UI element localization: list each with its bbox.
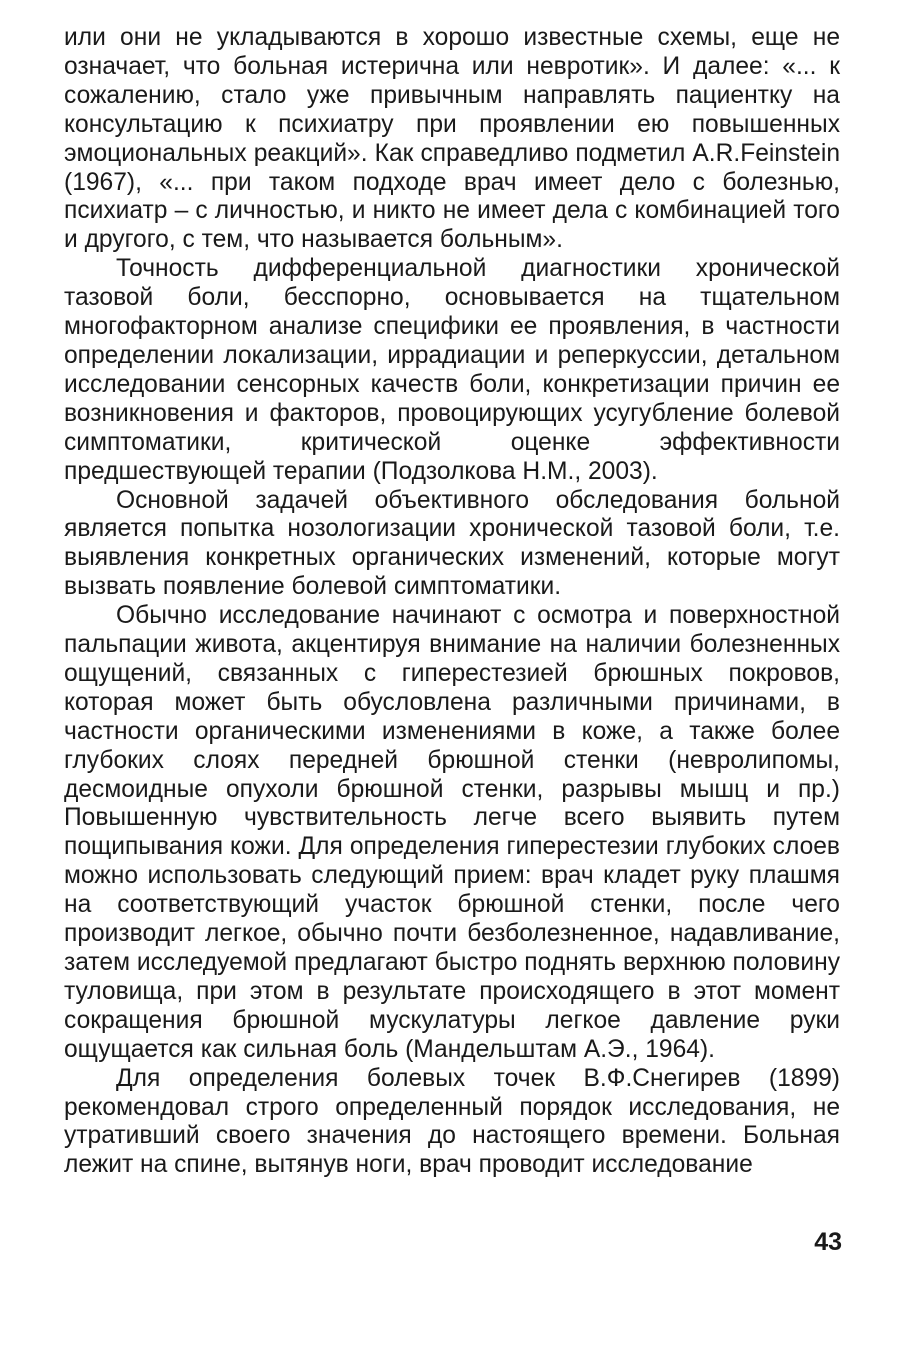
paragraph-5: Для определения болевых точек В.Ф.Снегирев (1899) рекомендовал строго определенный порядок исследования, не утративший своего значения до настоящего времени. Больная лежит на спине, вытянув ноги, врач проводит исследование [64,1064,840,1179]
paragraph-2: Точность дифференциальной диагностики хронической тазовой боли, бесспорно, основывается на тщательном многофакторном анализе специфики ее проявления, в частности определении локализации, иррадиации и реперкуссии, детальном исследовании сенсорных качеств боли, конкретизации причин ее возникновения и факторов, провоцирующих усугубление болевой симптоматики, критической оценке эффективности предшествующей терапии (Подзолкова Н.М., 2003). [64,255,840,485]
page-body [64,24,840,1180]
paragraph-3: Основной задачей объективного обследования больной является попытка нозологизации хронической тазовой боли, т.е. выявления конкретных органических изменений, которые могут вызвать появление болевой симптоматики. [64,486,840,601]
page-number: 43 [814,1228,842,1256]
paragraph-4: Обычно исследование начинают с осмотра и поверхностной пальпации живота, акцентируя внимание на наличии болезненных ощущений, связанных с гиперестезией брюшных покровов, которая может быть обусловлена различными причинами, в частности органическими изменениями в коже, а также более глубоких слоях передней брюшной стенки (невролипомы, десмоидные опухоли брюшной стенки, разрывы мышц и пр.) Повышенную чувствительность легче всего выявить путем пощипывания кожи. Для определения гиперестезии глубоких слоев можно использовать следующий прием: врач кладет руку плашмя на соответствующий участок брюшной стенки, после чего производит легкое, обычно почти безболезненное, надавливание, затем исследуемой предлагают быстро поднять верхнюю половину туловища, при этом в результате происходящего в этот момент сокращения брюшной мускулатуры легкое давление руки ощущается как сильная боль (Мандельштам А.Э., 1964). [64,602,840,1063]
paragraph-1: или они не укладываются в хорошо известные схемы, еще не означает, что больная истерична или невротик». И далее: «... к сожалению, стало уже привычным направлять пациентку на консультацию к психиатру при проявлении ею повышенных эмоциональных реакций». Как справедливо подметил A.R.Feinstein (1967), «... при таком подходе врач имеет дело с болезнью, психиатр – с личностью, и никто не имеет дела с комбинацией того и другого, с тем, что называется больным». [64,24,840,254]
